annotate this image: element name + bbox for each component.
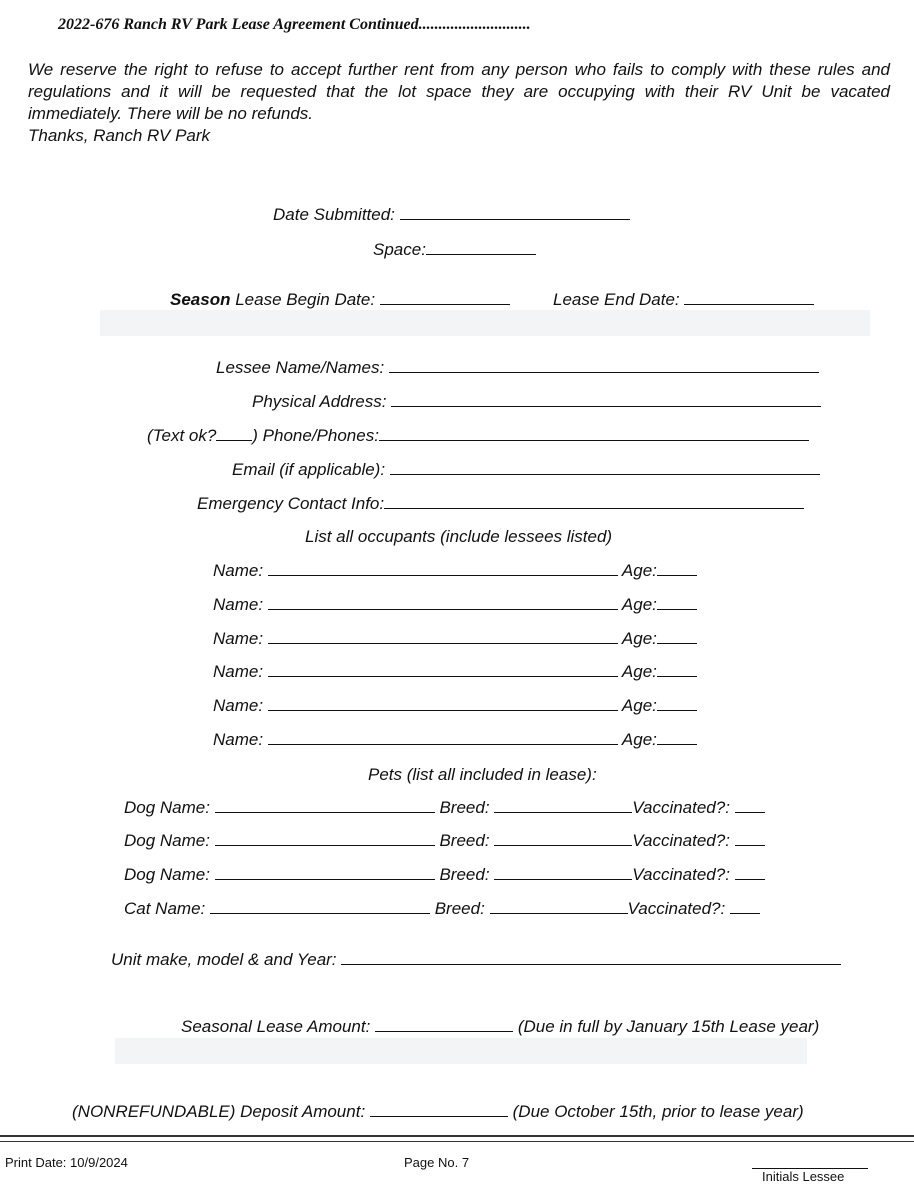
vaccinated-label: Vaccinated?:: [632, 865, 730, 884]
occupant-name-label: Name:: [213, 629, 264, 648]
occupant-name-field[interactable]: [268, 595, 618, 610]
occupant-row: [213, 696, 697, 716]
signoff-text: Thanks, Ranch RV Park: [28, 126, 211, 145]
occupant-row: [213, 730, 697, 750]
emergency-field[interactable]: [384, 494, 804, 509]
occupant-age-field[interactable]: [657, 629, 697, 644]
footer-divider: [0, 1135, 914, 1142]
occupant-age-label: Age:: [621, 595, 657, 614]
breed-label: Breed:: [434, 899, 485, 918]
unit-label: Unit make, model & and Year:: [111, 950, 337, 969]
email-field[interactable]: [390, 460, 820, 475]
occupant-age-label: Age:: [621, 696, 657, 715]
date-submitted-field[interactable]: [400, 205, 630, 220]
season-label: Season: [170, 290, 231, 309]
text-ok-label: (Text ok?: [147, 426, 217, 445]
lessee-name-label: Lessee Name/Names:: [216, 358, 385, 377]
date-submitted-label: Date Submitted:: [273, 205, 395, 224]
vaccinated-field[interactable]: [735, 865, 765, 880]
physical-address-row: [252, 392, 821, 412]
breed-label: Breed:: [439, 798, 490, 817]
vaccinated-field[interactable]: [735, 798, 765, 813]
occupant-name-field[interactable]: [268, 629, 618, 644]
breed-field[interactable]: [494, 831, 632, 846]
occupant-name-field[interactable]: [268, 696, 618, 711]
unit-row: [111, 950, 841, 970]
dog-name-label: Dog Name:: [124, 798, 210, 817]
vaccinated-label: Vaccinated?:: [632, 798, 730, 817]
pet-row: [124, 899, 760, 919]
seasonal-amount-field[interactable]: [375, 1017, 513, 1032]
deposit-due-text: (Due October 15th, prior to lease year): [512, 1102, 804, 1121]
vaccinated-field[interactable]: [730, 899, 760, 914]
occupant-age-label: Age:: [621, 662, 657, 681]
emergency-label: Emergency Contact Info:: [197, 494, 385, 513]
vaccinated-field[interactable]: [735, 831, 765, 846]
lessee-name-row: [216, 358, 819, 378]
rules-paragraph: [28, 59, 890, 147]
breed-label: Breed:: [439, 831, 490, 850]
space-label: Space:: [373, 240, 426, 259]
page-number: Page No. 7: [404, 1155, 470, 1170]
occupant-name-label: Name:: [213, 595, 264, 614]
breed-label: Breed:: [439, 865, 490, 884]
occupant-name-label: Name:: [213, 696, 264, 715]
lease-begin-label: Lease Begin Date:: [230, 290, 376, 309]
email-row: [232, 460, 820, 480]
deposit-amount-label: (NONREFUNDABLE) Deposit Amount:: [72, 1102, 366, 1121]
breed-field[interactable]: [494, 865, 632, 880]
occupant-row: [213, 629, 697, 649]
occupant-name-label: Name:: [213, 730, 264, 749]
refusal-text: We reserve the right to refuse to accept further rent from any person who fails to comply with these rules and regulations and it will be requested that the lot space they are occupying with their RV Unit be vacated immediately. There will be no refunds.: [28, 60, 890, 123]
breed-field[interactable]: [494, 798, 632, 813]
seasonal-amount-label: Seasonal Lease Amount:: [181, 1017, 371, 1036]
cat-name-label: Cat Name:: [124, 899, 206, 918]
dog-name-field[interactable]: [215, 798, 435, 813]
cat-name-field[interactable]: [210, 899, 430, 914]
email-label: Email (if applicable):: [232, 460, 386, 479]
breed-field[interactable]: [490, 899, 628, 914]
dog-name-label: Dog Name:: [124, 831, 210, 850]
emergency-row: [197, 494, 804, 514]
occupant-age-field[interactable]: [657, 696, 697, 711]
lease-dates-row: [170, 290, 510, 310]
occupant-row: [213, 595, 697, 615]
lease-end-row: [553, 290, 814, 310]
occupant-name-label: Name:: [213, 561, 264, 580]
dog-name-label: Dog Name:: [124, 865, 210, 884]
occupant-row: [213, 662, 697, 682]
unit-field[interactable]: [341, 950, 841, 965]
occupant-name-field[interactable]: [268, 730, 618, 745]
occupant-age-label: Age:: [621, 629, 657, 648]
seasonal-due-text: (Due in full by January 15th Lease year): [517, 1017, 820, 1036]
pets-heading: Pets (list all included in lease):: [368, 765, 597, 784]
phone-field[interactable]: [379, 426, 809, 441]
dog-name-field[interactable]: [215, 831, 435, 846]
space-field[interactable]: [426, 240, 536, 255]
dog-name-field[interactable]: [215, 865, 435, 880]
physical-address-field[interactable]: [391, 392, 821, 407]
occupant-age-field[interactable]: [657, 662, 697, 677]
text-ok-field[interactable]: [216, 426, 252, 441]
phone-label: ) Phone/Phones:: [252, 426, 379, 445]
occupant-age-label: Age:: [621, 730, 657, 749]
occupant-row: [213, 561, 697, 581]
lease-begin-field[interactable]: [380, 290, 510, 305]
occupant-name-field[interactable]: [268, 662, 618, 677]
shaded-band: [100, 310, 870, 336]
lease-end-label: Lease End Date:: [553, 290, 680, 309]
occupant-age-field[interactable]: [657, 561, 697, 576]
occupant-name-label: Name:: [213, 662, 264, 681]
date-submitted-row: [273, 205, 630, 225]
initials-label: Initials Lessee: [762, 1169, 845, 1184]
phone-row: [147, 426, 809, 446]
pet-row: [124, 865, 765, 885]
occupant-name-field[interactable]: [268, 561, 618, 576]
shaded-band: [115, 1038, 807, 1064]
physical-address-label: Physical Address:: [252, 392, 387, 411]
occupant-age-label: Age:: [621, 561, 657, 580]
seasonal-amount-row: [181, 1017, 819, 1037]
occupant-age-field[interactable]: [657, 730, 697, 745]
deposit-amount-row: [72, 1102, 804, 1122]
lease-end-field[interactable]: [684, 290, 814, 305]
space-row: [373, 240, 536, 260]
vaccinated-label: Vaccinated?:: [632, 831, 730, 850]
deposit-amount-field[interactable]: [370, 1102, 508, 1117]
pet-row: [124, 831, 765, 851]
document-header: 2022-676 Ranch RV Park Lease Agreement Continued............................: [58, 16, 531, 33]
lessee-name-field[interactable]: [389, 358, 819, 373]
pet-row: [124, 798, 765, 818]
print-date: Print Date: 10/9/2024: [5, 1155, 128, 1170]
occupant-age-field[interactable]: [657, 595, 697, 610]
vaccinated-label: Vaccinated?:: [627, 899, 726, 918]
occupants-heading: List all occupants (include lessees listed): [305, 527, 613, 546]
